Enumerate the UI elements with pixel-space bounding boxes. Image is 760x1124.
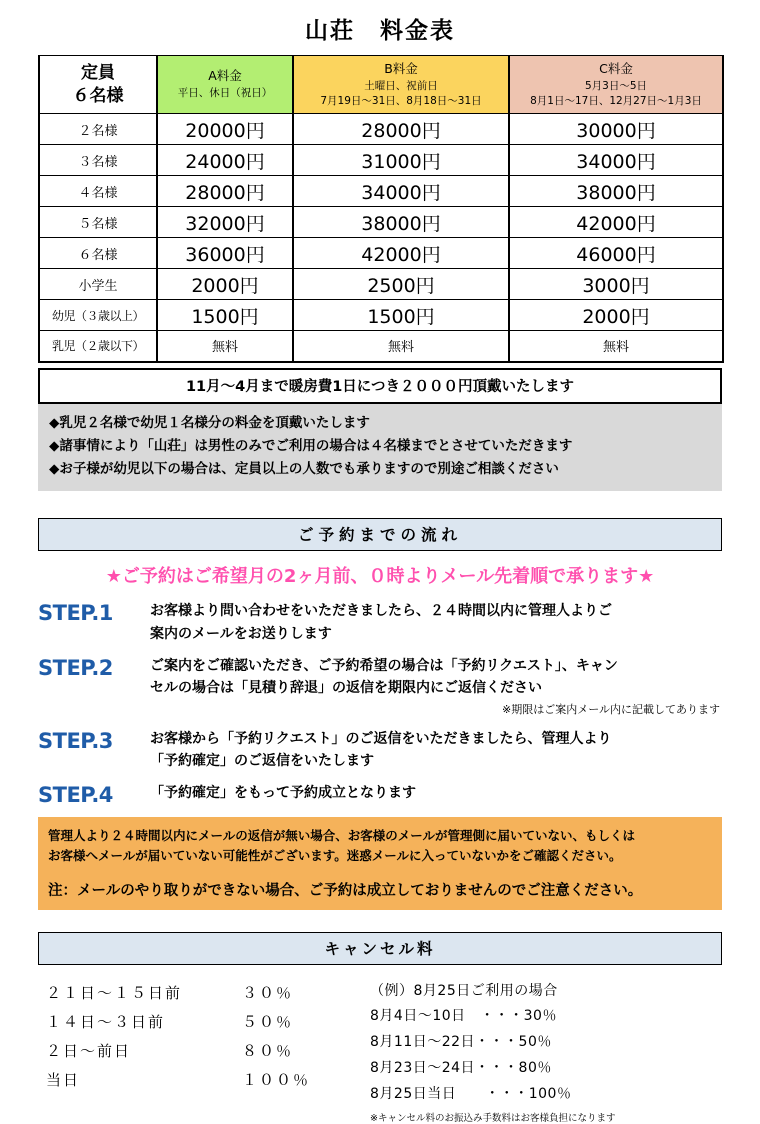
capacity-line2: ６名様 xyxy=(72,85,124,106)
plan-a-name: A料金 xyxy=(208,68,242,84)
cancellation-percent: １００％ xyxy=(242,1071,311,1090)
cancellation-fee-list xyxy=(38,979,358,1124)
price-table-container xyxy=(0,55,760,363)
price-a: 2000円 xyxy=(157,269,293,300)
page-title: 山荘 料金表 xyxy=(305,18,455,44)
price-c: 30000円 xyxy=(509,114,723,145)
step-line: 案内のメールをお送りします xyxy=(150,625,332,642)
plan-a-header xyxy=(157,56,293,114)
step-line: お客様から「予約リクエスト」のご返信をいただきましたら、管理人より xyxy=(150,730,612,747)
row-label: ５名様 xyxy=(39,207,157,238)
table-row xyxy=(39,176,723,207)
step-body xyxy=(150,600,722,645)
step-label: STEP.1 xyxy=(38,601,113,626)
steps-list xyxy=(0,594,760,807)
note-item: ◆乳児２名様で幼児１名様分の料金を頂戴いたします xyxy=(49,414,370,431)
plan-c-name: C料金 xyxy=(599,60,633,76)
note-item: ◆諸事情により「山荘」は男性のみでご利用の場合は４名様までとさせていただきます xyxy=(49,437,573,454)
price-b: 無料 xyxy=(293,331,509,362)
table-row xyxy=(39,269,723,300)
row-label: ６名様 xyxy=(39,238,157,269)
plan-b-sub1: 土曜日、祝前日 xyxy=(364,79,438,92)
heating-fee-notice: 11月〜4月まで暖房費1日につき２０００円頂戴いたします xyxy=(38,368,722,404)
price-c: 42000円 xyxy=(509,207,723,238)
row-label: ２名様 xyxy=(39,114,157,145)
plan-c-sub2: 8月1日〜17日、12月27日〜1月3日 xyxy=(530,95,702,108)
price-a: 24000円 xyxy=(157,145,293,176)
price-b: 34000円 xyxy=(293,176,509,207)
cancellation-fee-row xyxy=(46,1066,358,1095)
price-c: 38000円 xyxy=(509,176,723,207)
table-row xyxy=(39,238,723,269)
warning-line: お客様へメールが届いていない可能性がございます。迷惑メールに入っていないかをご確認ください。 xyxy=(48,848,622,864)
plan-a-sub1: 平日、休日（祝日） xyxy=(177,87,273,100)
table-header-row xyxy=(39,56,723,114)
plan-c-header xyxy=(509,56,723,114)
step-line: 「予約確定」をもって予約成立となります xyxy=(150,785,416,801)
example-row: 8月25日当日 ・・・100％ xyxy=(370,1086,572,1103)
price-a: 無料 xyxy=(157,331,293,362)
step-line: ご案内をご確認いただき、ご予約希望の場合は「予約リクエスト」、キャン xyxy=(150,657,618,674)
email-warning-box xyxy=(38,817,722,910)
reservation-flow-heading: ご予約までの流れ xyxy=(38,518,722,551)
step-line: セルの場合は「見積り辞退」の返信を期限内にご返信ください xyxy=(150,680,542,697)
step-item xyxy=(38,600,722,645)
price-b: 28000円 xyxy=(293,114,509,145)
cancellation-term: １４日〜３日前 xyxy=(46,1012,166,1031)
price-c: 3000円 xyxy=(509,269,723,300)
capacity-header xyxy=(39,56,157,114)
cancellation-fee-heading: キャンセル料 xyxy=(38,932,722,965)
table-row xyxy=(39,207,723,238)
plan-b-sub2: 7月19日〜31日、8月18日〜31日 xyxy=(320,95,482,108)
warning-emphasis: 注：メールのやり取りができない場合、ご予約は成立しておりませんのでご注意ください。 xyxy=(48,882,643,899)
step-item xyxy=(38,728,722,773)
cancellation-percent: ３０％ xyxy=(242,983,294,1002)
note-item: ◆お子様が幼児以下の場合は、定員以上の人数でも承りますので別途ご相談ください xyxy=(49,460,559,477)
cancellation-percent: ５０％ xyxy=(242,1012,294,1031)
reservation-highlight-text: ★ご予約はご希望月の2ヶ月前、０時よりメール先着順で承ります★ xyxy=(105,566,655,588)
price-a: 36000円 xyxy=(157,238,293,269)
row-label: ３名様 xyxy=(39,145,157,176)
price-b: 38000円 xyxy=(293,207,509,238)
price-a: 1500円 xyxy=(157,300,293,331)
example-row: 8月23日〜24日・・・80％ xyxy=(370,1060,552,1077)
example-footnote: ※キャンセル料のお振込み手数料はお客様負担になります xyxy=(370,1112,616,1124)
step-label: STEP.4 xyxy=(38,783,113,807)
plan-b-name: B料金 xyxy=(384,60,418,76)
plan-c-sub1: 5月3日〜5日 xyxy=(584,79,648,92)
example-row: 8月4日〜10日 ・・・30％ xyxy=(370,1008,557,1025)
step-body xyxy=(150,728,722,773)
price-table xyxy=(38,55,724,363)
step-body xyxy=(150,782,722,805)
price-b: 31000円 xyxy=(293,145,509,176)
cancellation-percent: ８０％ xyxy=(242,1042,294,1060)
table-row xyxy=(39,300,723,331)
cancellation-fee-row xyxy=(46,979,358,1008)
cancellation-fee-row xyxy=(46,1037,358,1066)
price-b: 1500円 xyxy=(293,300,509,331)
step-note: ※期限はご案内メール内に記載してあります xyxy=(502,702,720,716)
cancellation-term: ２１日〜１５日前 xyxy=(46,983,183,1002)
price-c: 2000円 xyxy=(509,300,723,331)
step-line: お客様より問い合わせをいただきましたら、２４時間以内に管理人よりご xyxy=(150,603,612,620)
cancellation-fee-row xyxy=(46,1008,358,1037)
row-label: 小学生 xyxy=(39,269,157,300)
step-label: STEP.3 xyxy=(38,728,113,753)
table-row xyxy=(39,114,723,145)
price-a: 20000円 xyxy=(157,114,293,145)
cancellation-fee-section xyxy=(0,965,760,1124)
price-c: 34000円 xyxy=(509,145,723,176)
price-a: 32000円 xyxy=(157,207,293,238)
cancellation-term: 当日 xyxy=(46,1071,81,1090)
step-item xyxy=(38,782,722,807)
cancellation-example xyxy=(358,979,722,1124)
step-label: STEP.2 xyxy=(38,655,113,680)
row-label: 幼児（３歳以上） xyxy=(39,300,157,331)
price-c: 46000円 xyxy=(509,238,723,269)
warning-line: 管理人より２４時間以内にメールの返信が無い場合、お客様のメールが管理側に届いていない、もしくは xyxy=(48,828,636,843)
cancellation-term: ２日〜前日 xyxy=(46,1042,132,1060)
example-title: （例）8月25日ご利用の場合 xyxy=(370,982,558,999)
general-notes xyxy=(38,404,722,492)
price-b: 2500円 xyxy=(293,269,509,300)
step-body xyxy=(150,655,722,719)
table-row xyxy=(39,331,723,362)
price-a: 28000円 xyxy=(157,176,293,207)
price-c: 無料 xyxy=(509,331,723,362)
step-line: 「予約確定」のご返信をいたします xyxy=(150,753,374,770)
example-row: 8月11日〜22日・・・50％ xyxy=(370,1034,552,1051)
plan-b-header xyxy=(293,56,509,114)
row-label: 乳児（２歳以下） xyxy=(39,331,157,362)
step-item xyxy=(38,655,722,719)
capacity-line1: 定員 xyxy=(81,62,115,83)
row-label: ４名様 xyxy=(39,176,157,207)
table-row xyxy=(39,145,723,176)
price-b: 42000円 xyxy=(293,238,509,269)
